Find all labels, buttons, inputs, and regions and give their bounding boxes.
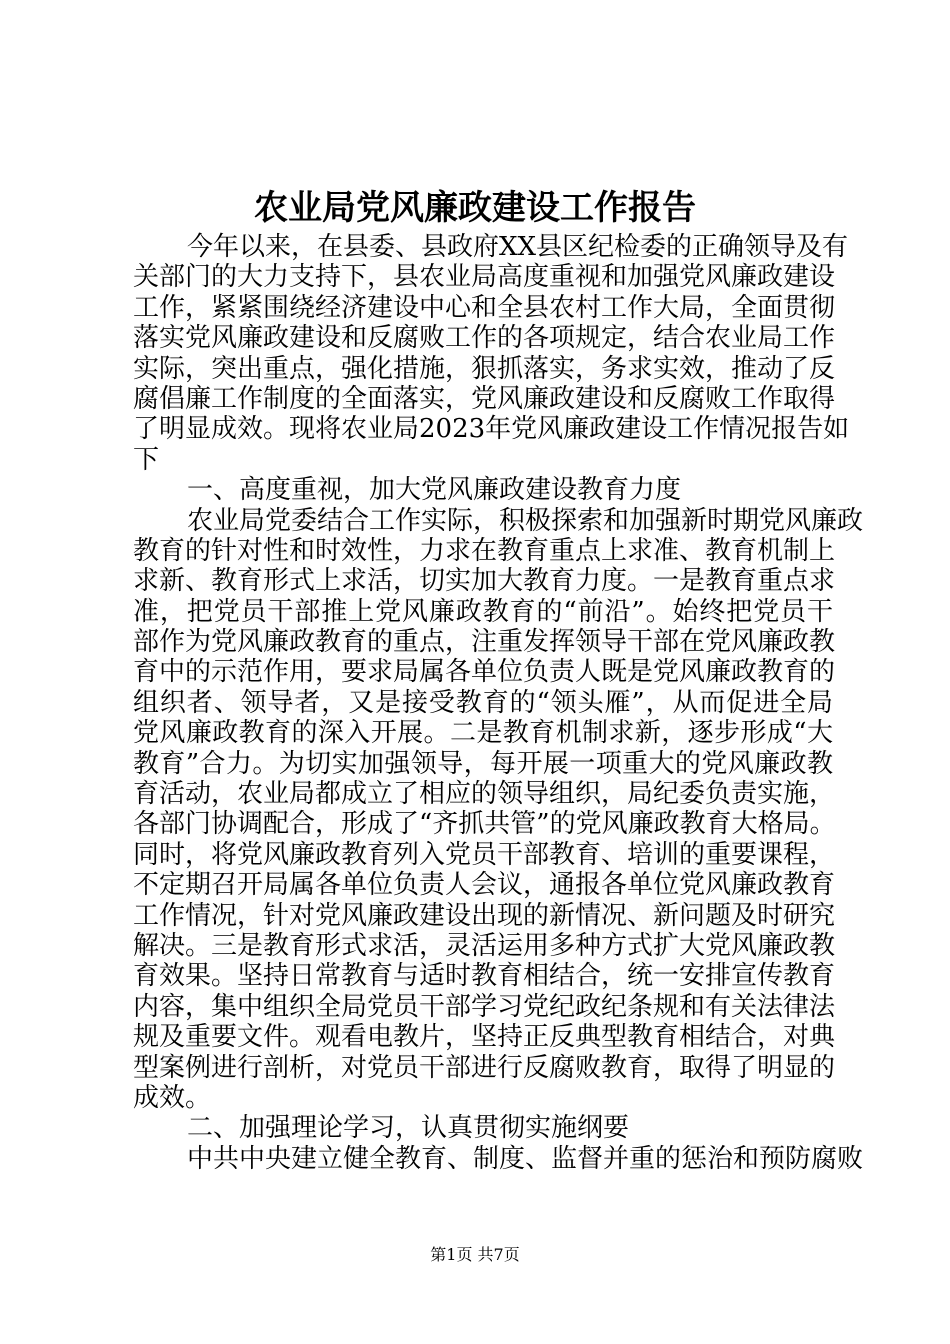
text-line: 关部门的大力支持下，县农业局高度重视和加强党风廉政建设 [133, 262, 836, 293]
text-line: 各部门协调配合，形成了“齐抓共管”的党风廉政教育大格局。 [133, 809, 836, 840]
text-line: 中共中央建立健全教育、制度、监督并重的惩治和预防腐败 [187, 1143, 864, 1174]
text-line: 腐倡廉工作制度的全面落实，党风廉政建设和反腐败工作取得 [133, 383, 836, 414]
text-line: 型案例进行剖析，对党员干部进行反腐败教育，取得了明显的 [133, 1052, 836, 1083]
text-line: 组织者、领导者，又是接受教育的“领头雁”，从而促进全局 [133, 687, 833, 718]
text-line: 规及重要文件。观看电教片，坚持正反典型教育相结合，对典 [133, 1022, 836, 1053]
text-line: 实际，突出重点，强化措施，狠抓落实，务求实效，推动了反 [133, 353, 836, 384]
document-title: 农业局党风廉政建设工作报告 [254, 188, 696, 228]
text-line: 不定期召开局属各单位负责人会议，通报各单位党风廉政教育 [133, 870, 836, 901]
text-line: 落实党风廉政建设和反腐败工作的各项规定，结合农业局工作 [133, 323, 836, 354]
text-line: 农业局党委结合工作实际，积极探索和加强新时期党风廉政 [187, 505, 864, 536]
text-line: 今年以来，在县委、县政府XX县区纪检委的正确领导及有 [187, 232, 849, 262]
text-line: 准，把党员干部推上党风廉政教育的“前沿”。始终把党员干 [133, 596, 833, 627]
text-line: 育活动，农业局都成立了相应的领导组织，局纪委负责实施， [133, 779, 836, 810]
page-footer: 第1页 共7页 [430, 1245, 520, 1264]
text-line: 部作为党风廉政教育的重点，注重发挥领导干部在党风廉政教 [133, 627, 836, 658]
text-line: 下 [133, 444, 160, 475]
text-line: 了明显成效。现将农业局2023年党风廉政建设工作情况报告如 [133, 414, 850, 445]
text-line: 成效。 [133, 1082, 212, 1113]
text-line: 解决。三是教育形式求活，灵活运用多种方式扩大党风廉政教 [133, 930, 836, 961]
text-line: 二、加强理论学习，认真贯彻实施纲要 [187, 1113, 630, 1144]
text-line: 工作，紧紧围绕经济建设中心和全县农村工作大局，全面贯彻 [133, 292, 836, 323]
text-line: 教育的针对性和时效性，力求在教育重点上求准、教育机制上 [133, 535, 836, 566]
text-line: 党风廉政教育的深入开展。二是教育机制求新，逐步形成“大 [133, 718, 833, 749]
text-line: 同时，将党风廉政教育列入党员干部教育、培训的重要课程， [133, 839, 836, 870]
text-line: 一、高度重视，加大党风廉政建设教育力度 [187, 475, 682, 506]
text-line: 工作情况，针对党风廉政建设出现的新情况、新问题及时研究 [133, 900, 836, 931]
text-line: 育中的示范作用，要求局属各单位负责人既是党风廉政教育的 [133, 657, 836, 688]
text-line: 内容，集中组织全局党员干部学习党纪政纪条规和有关法律法 [133, 991, 836, 1022]
text-line: 育效果。坚持日常教育与适时教育相结合，统一安排宣传教育 [133, 961, 836, 992]
text-line: 求新、教育形式上求活，切实加大教育力度。一是教育重点求 [133, 566, 836, 597]
document-body [133, 232, 864, 1174]
text-line: 教育”合力。为切实加强领导，每开展一项重大的党风廉政教 [133, 748, 833, 779]
